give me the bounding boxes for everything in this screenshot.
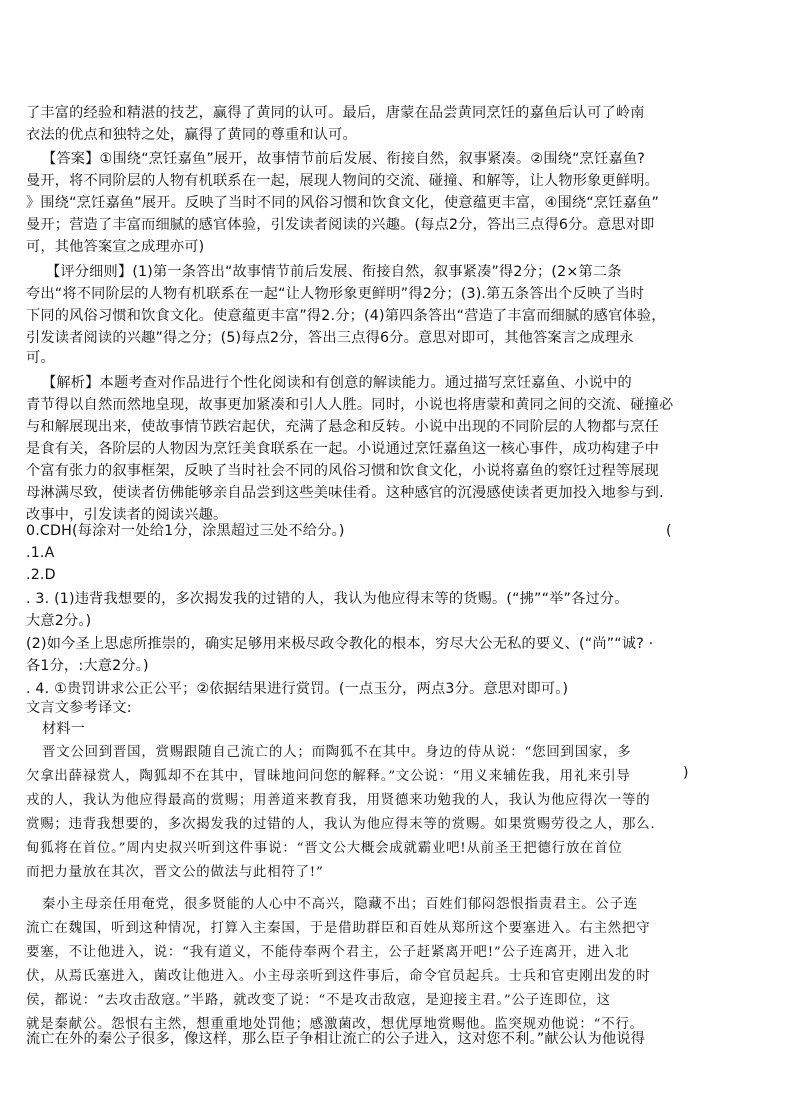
text-line: 下同的风俗习惯和饮食文化。使意蕴更丰富”得2.分；(4)第四条答出“营造了丰富而细腻的感官体验， xyxy=(26,308,666,324)
text-line: 可。 xyxy=(26,350,55,366)
margin-paren-mark: ) xyxy=(683,765,689,781)
text-line: 》围绕“烹饪嘉鱼”展开。反映了当时不同的风俗习惯和饮食文化，使意蕴更丰富，④围绕“烹饪嘉鱼” xyxy=(26,195,660,211)
translation-line: 秦小主母亲任用奄党，很多贤能的人心中不高兴，隐藏不出；百姓们郁闷怨恨指责君主。公子连 xyxy=(42,897,639,912)
answer-14-line: . 4. ①贵罚讲求公正公平；②依据结果进行赏罚。(一点玉分，两点3分。意思对即可。) xyxy=(26,681,569,697)
text-line: 母淋满尽致，使读者仿佛能够亲自品尝到这些美味佳肴。这种感官的沉漫感使读者更加投入地参与到. xyxy=(26,485,664,501)
text-line: 夸出“将不同阶层的人物有机联系在一起“让人物形象更鲜明”得2分；(3).第五条答出个反映了当时 xyxy=(26,286,645,302)
translation-line: 侯，都说：“去攻击敌寇。”半路，就改变了说：“不是攻击敌寇，是迎接主君。”公子连即位，这 xyxy=(26,993,611,1008)
text-line: 引发读者阅读的兴趣”得之分；(5)每点2分，答出三点得6分。意思对即可，其他答案言之成理永 xyxy=(26,330,634,346)
translation-line: 伏，从焉氏塞进入，菌改让他进入。小主母亲听到这件事后，命令官员起兵。士兵和官吏刚出发的时 xyxy=(26,969,651,984)
text-line: 了丰富的经验和精湛的技艺，赢得了黄同的认可。最后，唐蒙在品尝黄同烹饪的嘉鱼后认可了岭南 xyxy=(26,105,645,121)
text-line: 是食有关，各阶层的人物因为烹饪美食联系在一起。小说通过烹饪嘉鱼这一核心事件，成功构建子中 xyxy=(26,441,660,457)
text-line: (2)如今圣上思虑所推崇的，确实足够用来极尽政令教化的根本，穷尽大公无私的要义、(“尚”“诚? · xyxy=(26,636,654,652)
material-one-heading: 材料一 xyxy=(42,721,86,737)
answer-heading-line: 【答案】①围绕“烹饪嘉鱼”展开，故事情节前后发展、衔接自然，叙事紧凑。②围绕“烹饪嘉鱼? xyxy=(42,151,645,167)
analysis-heading-line: 【解析】本题考查对作品进行个性化阅读和有创意的解读能力。通过描写烹饪嘉鱼、小说中的 xyxy=(42,375,632,391)
translation-line: 要塞，不让他进入，说：“我有道义，不能侍奉两个君主，公子赶紧离开吧!”公子连离开，进入北 xyxy=(26,945,630,960)
translation-line: 流亡在魏国，听到这种情况，打算入主秦国，于是借助群臣和百姓从郑所这个要塞进入。右主然把守 xyxy=(26,921,651,936)
text-line: 衣法的优点和独特之处，赢得了黄同的尊重和认可。 xyxy=(26,127,357,143)
translation-line: 甸狐将在首位。”周内史叔兴听到这件事说：“晋文公大概会成就霸业吧!从前圣王把德行放在首位 xyxy=(26,841,623,856)
answer-13-line: . 3. (1)违背我想要的，多次揭发我的过错的人，我认为他应得末等的货赐。(“拂”“举”各过分。 xyxy=(26,591,629,607)
text-line: 曼开；营造了丰富而细腻的感官体验，引发读者阅读的兴趣。(每点2分，答出三点得6分。意思对即 xyxy=(26,217,655,233)
margin-paren-mark: ( xyxy=(666,523,672,539)
text-line: 大意2分。) xyxy=(26,613,92,629)
translation-line: 欠拿出薛禄赏人，陶狐却不在其中，冒昧地问问您的解释。”文公说：“用义来辅佐我，用礼来引导 xyxy=(26,769,631,784)
text-line: 改事中，引发读者的阅读兴趣。 xyxy=(26,507,228,523)
translation-line: 戎的人，我认为他应得最高的赏赐；用善道来教育我，用贤德来功勉我的人，我认为他应得次一等的 xyxy=(26,793,651,808)
answer-12-line: .2.D xyxy=(26,567,56,583)
text-line: 个富有张力的叙事框架，反映了当时社会不同的风俗习惯和饮食文化，小说将嘉鱼的察饪过程等展现 xyxy=(26,463,660,479)
translation-line: 而把力量放在其次，晋文公的做法与此相符了!” xyxy=(26,865,324,880)
text-line: 各1分，:大意2分。) xyxy=(26,658,149,674)
scoring-heading-line: 【评分细则】(1)第一条答出“故事情节前后发展、衔接自然，叙事紧凑”得2分；(2×第二条 xyxy=(46,264,622,280)
text-line: 青节得以自然而然地皇现，故事更加紧凑和引人人胜。同时，小说也将唐蒙和黄同之间的交流、碰撞必 xyxy=(26,397,674,413)
text-line: 与和解展现出来，使故事情节跌宕起伏，充满了悬念和反转。小说中出现的不同阶层的人物都与烹任 xyxy=(26,419,660,435)
translation-line: 流亡在外的秦公子很多，像这样，那么臣子争相让流亡的公子进入，这对您不利。”献公认为他说得 xyxy=(26,1031,646,1047)
text-line: 可，其他答案宣之成理亦可) xyxy=(26,239,205,255)
text-line: 曼开，将不同阶层的人物有机联系在一起，展现人物间的交流、碰撞、和解等，让人物形象更鲜明。 xyxy=(26,173,660,189)
translation-line: 就是秦献公。怨恨右主然，想重重地处罚他；感激菌改，想优厚地赏赐他。监突规劝他说：“不行。 xyxy=(26,1017,644,1032)
translation-line: 晋文公回到晋国，赏赐跟随自己流亡的人；而陶狐不在其中。身边的侍从说：“您回到国家，多 xyxy=(42,745,632,760)
translation-line: 赏赐；违背我想要的，多次揭发我的过错的人，我认为他应得末等的赏赐。如果赏赐劳役之人，那么. xyxy=(26,817,656,832)
answer-11-line: .1.A xyxy=(26,545,55,561)
answer-10-line: 0.CDH(每涂对一处给1分，涂黑超过三处不给分。) xyxy=(26,523,345,539)
translation-heading: 文言文参考译文: xyxy=(26,700,132,716)
